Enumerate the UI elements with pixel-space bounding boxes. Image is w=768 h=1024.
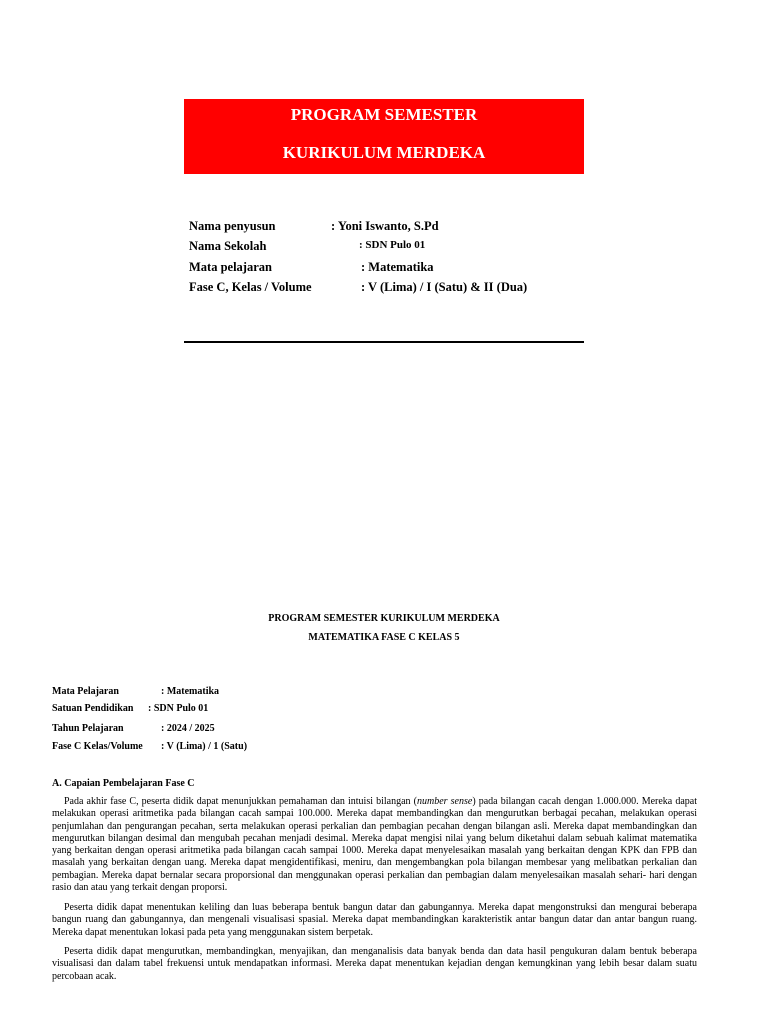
meta-label: Mata Pelajaran xyxy=(52,686,119,697)
document-heading-line1: PROGRAM SEMESTER KURIKULUM MERDEKA xyxy=(268,613,500,624)
paragraph-1-text-a: Pada akhir fase C, peserta didik dapat menunjukkan pemahaman dan intuisi bilangan ( xyxy=(64,796,417,807)
meta-value: : SDN Pulo 01 xyxy=(148,703,209,714)
paragraph-2: Peserta didik dapat menentukan keliling dan luas beberapa bentuk bangun datar dan gabungannya. Mereka dapat mengonstruksi dan mengurai beberapa bangun ruang dan gabungannya, dan mengenali visualisasi spasial. Mereka dapat membandingkan karakteristik antar bangun datar dan antar bangun ruang. Mereka dapat menentukan lokasi pada peta yang menggunakan sistem berpetak. xyxy=(52,902,697,938)
paragraph-1-text-b: ) pada bilangan cacah dengan 1.000.000. Mereka dapat melakukan operasi aritmetika pada bilangan cacah sampai 100.000. Mereka dapat membandingkan dan mengurutkan berbagai pecahan, melakukan operasi penjumlahan dan pengurangan pecahan, serta melakukan operasi perkalian dan pembagian pecahan dengan bilangan asli. Mereka dapat membandingkan dan mengurutkan bilangan desimal dan mengubah pecahan menjadi desimal. Mereka dapat mengisi nilai yang belum diketahui dalam sebuah kalimat matematika yang berkaitan dengan operasi aritmetika pada bilangan cacah sampai 1000. Mereka dapat menyelesaikan masalah yang berkaitan dengan KPK dan FPB dan masalah yang berkaitan dengan uang. Mereka dapat mengidentifikasi, meniru, dan mengembangkan pola bilangan membesar yang melibatkan perkalian dan pembagian. Mereka dapat bernalar secara proporsional dan menggunakan operasi perkalian dan pembagian dalam menyelesaikan masalah sehari- hari dengan rasio dan atau yang terkait dengan proporsi. xyxy=(52,796,698,894)
cover-title-banner xyxy=(184,99,584,174)
info-label: Nama Sekolah xyxy=(189,239,267,254)
info-value: : V (Lima) / I (Satu) & II (Dua) xyxy=(361,279,528,294)
cover-title-line1: PROGRAM SEMESTER xyxy=(290,105,478,124)
meta-value: : Matematika xyxy=(161,686,220,697)
cover-divider xyxy=(184,341,584,343)
info-value: : Matematika xyxy=(361,259,434,274)
meta-label: Tahun Pelajaran xyxy=(52,723,124,734)
paragraph-1-italic: number sense xyxy=(416,796,473,807)
paragraph-1 xyxy=(52,796,697,894)
meta-label: Satuan Pendidikan xyxy=(52,703,134,714)
info-label: Mata pelajaran xyxy=(189,259,272,274)
meta-label: Fase C Kelas/Volume xyxy=(52,741,143,752)
meta-value: : V (Lima) / 1 (Satu) xyxy=(161,741,248,752)
document-heading-line2: MATEMATIKA FASE C KELAS 5 xyxy=(308,632,460,643)
cover-title-line2: KURIKULUM MERDEKA xyxy=(282,143,486,162)
section-a-title: A. Capaian Pembelajaran Fase C xyxy=(52,778,195,789)
info-value: : Yoni Iswanto, S.Pd xyxy=(331,219,439,233)
paragraph-3: Peserta didik dapat mengurutkan, membandingkan, menyajikan, dan menganalisis data banyak benda dan data hasil pengukuran dalam bentuk beberapa visualisasi dan dalam tabel frekuensi untuk mendapatkan informasi. Mereka dapat menentukan kejadian dengan kemungkinan yang lebih besar dalam suatu percobaan acak. xyxy=(52,946,697,982)
info-label: Fase C, Kelas / Volume xyxy=(189,279,312,294)
info-value: : SDN Pulo 01 xyxy=(359,239,426,252)
info-label: Nama penyusun xyxy=(189,219,276,233)
meta-value: : 2024 / 2025 xyxy=(161,723,215,734)
